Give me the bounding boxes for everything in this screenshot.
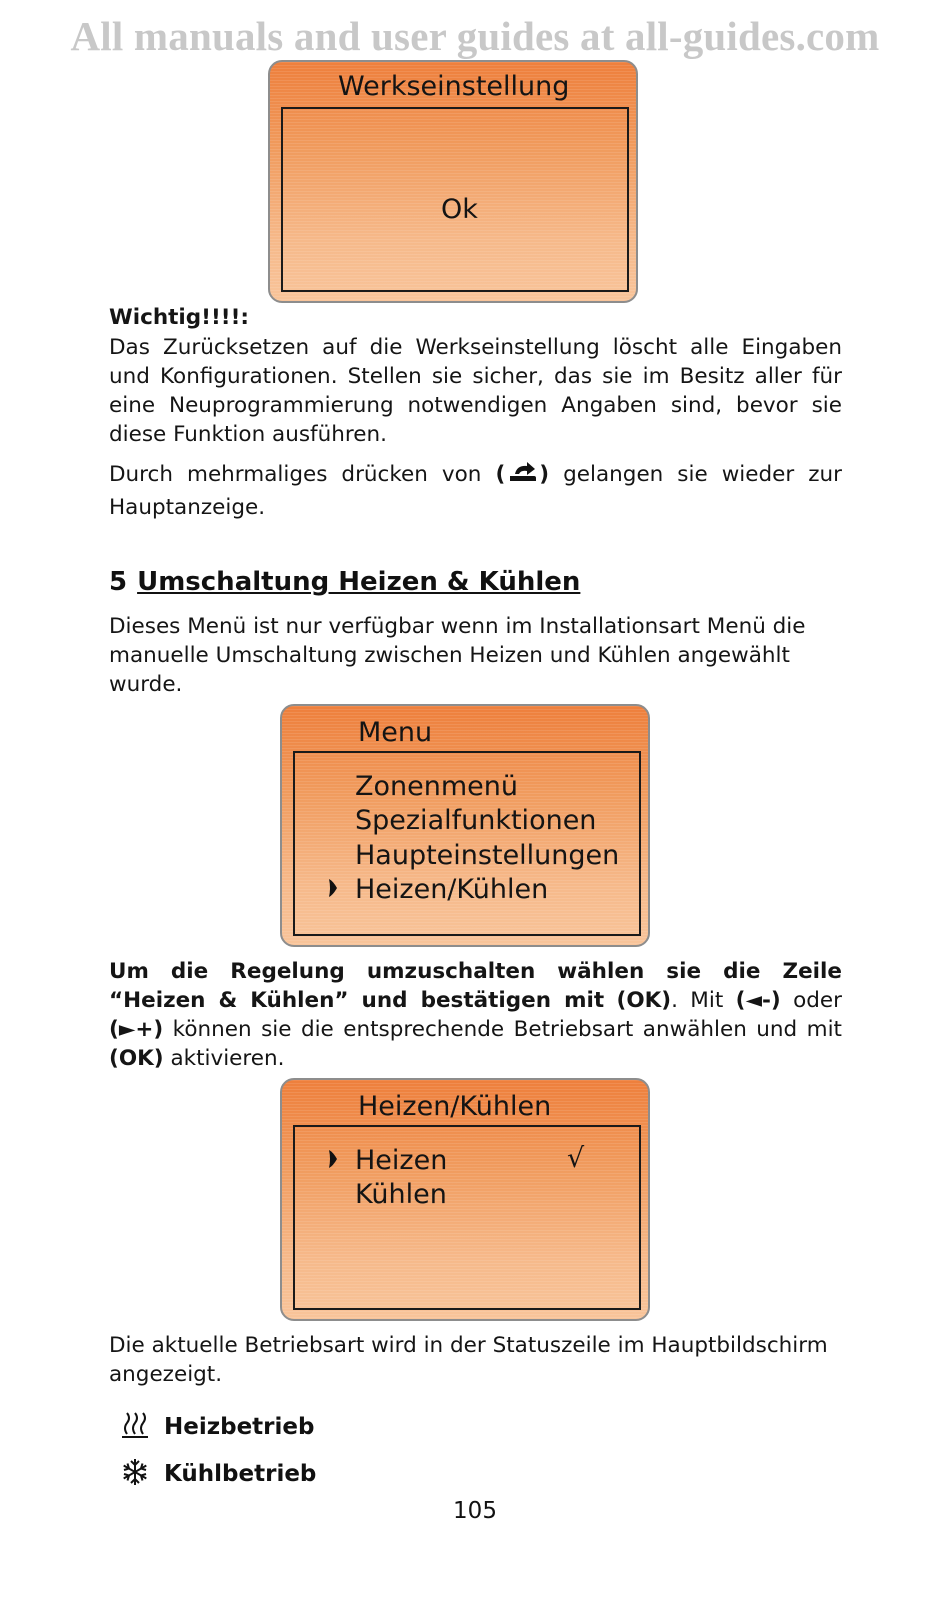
back-note — [109, 460, 842, 522]
mode-option-heizen[interactable]: Heizen — [355, 1145, 448, 1176]
instruction-bold: Um die Regelung umzuschalten wählen sie die Zeile “Heizen & Kühlen” und bestätigen mit — [109, 959, 842, 1013]
menu-item-spezialfunktionen[interactable]: Spezialfunktionen — [355, 805, 597, 836]
snowflake-icon — [120, 1457, 150, 1491]
section-intro: Dieses Menü ist nur verfügbar wenn im Installationsart Menü die manuelle Umschaltung zwischen Heizen und Kühlen angewählt wurde. — [109, 614, 806, 697]
lcd-message: Ok — [441, 194, 478, 225]
instruction-mid1: . Mit — [671, 988, 724, 1013]
back-note-close: ) — [539, 462, 550, 487]
lcd-screen-factory-reset — [268, 60, 638, 303]
menu-item-heizen-kuehlen[interactable]: Heizen/Kühlen — [355, 874, 549, 905]
back-note-after: gelangen sie wieder zur Hauptanzeige. — [109, 462, 842, 520]
back-note-before: Durch mehrmaliges drücken von — [109, 462, 482, 487]
warning-label — [109, 303, 842, 332]
status-note: Die aktuelle Betriebsart wird in der Statuszeile im Hauptbildschirm angezeigt. — [109, 1333, 828, 1387]
menu-item-haupteinstellungen[interactable]: Haupteinstellungen — [355, 840, 620, 871]
page-number: 105 — [453, 1498, 497, 1524]
lcd-title: Menu — [358, 717, 433, 748]
selection-cursor-icon — [327, 878, 339, 902]
selection-cursor-icon — [327, 1149, 339, 1173]
minus-key-label: (◄-) — [735, 988, 781, 1013]
instruction-end: aktivieren. — [170, 1046, 285, 1071]
ok-key-label: (OK) — [616, 988, 672, 1013]
lcd-screen-heat-cool — [280, 1078, 650, 1321]
section-title: Umschaltung Heizen & Kühlen — [137, 567, 581, 597]
mode-option-kuehlen[interactable]: Kühlen — [355, 1179, 447, 1210]
section-heading — [109, 567, 580, 597]
lcd-frame — [293, 1125, 641, 1310]
lcd-title: Heizen/Kühlen — [358, 1091, 552, 1122]
plus-key-label: (►+) — [109, 1017, 164, 1042]
instruction-text — [109, 957, 842, 1073]
instruction-mid3: können sie die entsprechende Betriebsart anwählen und mit — [172, 1017, 842, 1042]
section-number: 5 — [109, 567, 128, 597]
ok-key-label-2: (OK) — [109, 1046, 164, 1071]
legend-label: Kühlbetrieb — [164, 1461, 317, 1487]
selected-check-icon: √ — [567, 1143, 585, 1174]
legend-label: Heizbetrieb — [164, 1414, 315, 1440]
lcd-frame — [293, 751, 641, 936]
warning-text: Das Zurücksetzen auf die Werkseinstellung löscht alle Eingaben und Konfigurationen. Stellen sie sicher, das sie im Besitz aller für eine Neuprogrammierung notwendigen Angaben sind, bevor sie diese Funktion ausführen. — [109, 335, 842, 447]
back-arrow-icon — [505, 461, 539, 493]
lcd-screen-menu — [280, 704, 650, 947]
watermark: All manuals and user guides at all-guides.com — [70, 13, 880, 59]
lcd-frame — [281, 107, 629, 292]
menu-item-zonenmenu[interactable]: Zonenmenü — [355, 771, 518, 802]
instruction-mid2: oder — [793, 988, 842, 1013]
back-note-open: ( — [495, 462, 506, 487]
lcd-title: Werkseinstellung — [338, 71, 570, 102]
warning-label-text: Wichtig!!!!: — [109, 305, 249, 330]
heating-icon — [120, 1412, 150, 1444]
